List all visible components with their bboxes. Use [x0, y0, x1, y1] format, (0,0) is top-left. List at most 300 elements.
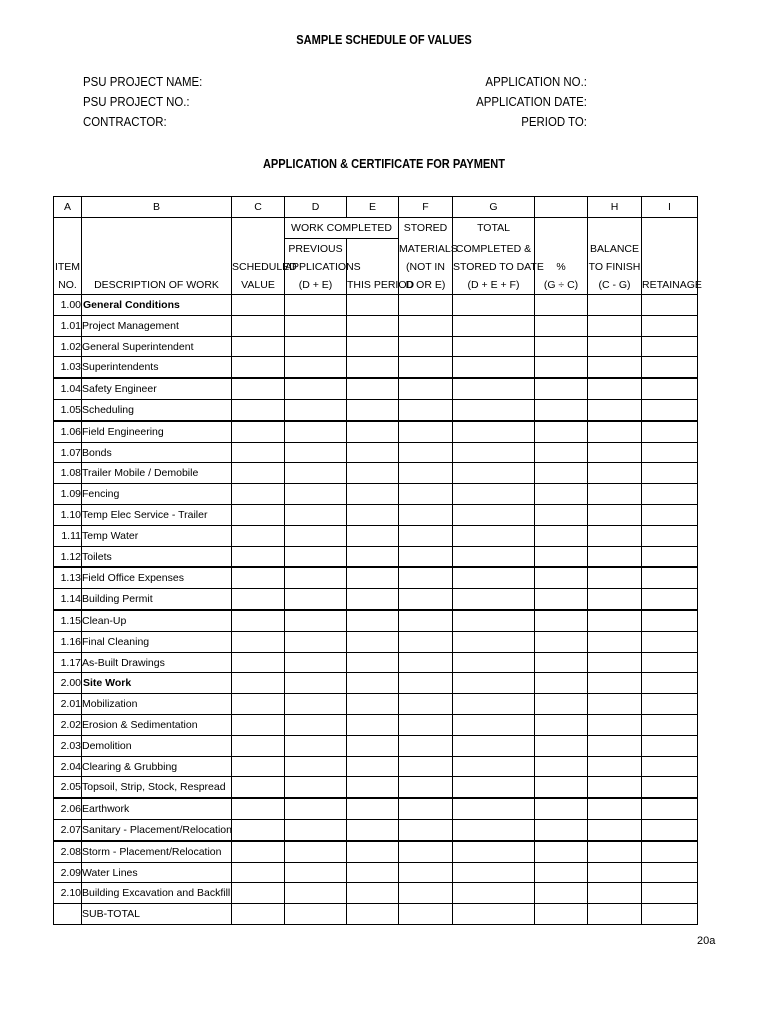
- value-cell[interactable]: [232, 798, 285, 819]
- value-cell[interactable]: [588, 820, 642, 841]
- value-cell[interactable]: [453, 883, 535, 904]
- value-cell[interactable]: [347, 756, 399, 777]
- subtotal-cell[interactable]: [232, 904, 285, 925]
- value-cell[interactable]: [535, 336, 588, 357]
- value-cell[interactable]: [588, 631, 642, 652]
- value-cell[interactable]: [453, 820, 535, 841]
- value-cell[interactable]: [453, 862, 535, 883]
- value-cell[interactable]: [535, 652, 588, 673]
- subtotal-cell[interactable]: [453, 904, 535, 925]
- value-cell[interactable]: [232, 589, 285, 610]
- value-cell[interactable]: [535, 841, 588, 862]
- table-row: [54, 652, 698, 673]
- value-cell[interactable]: [588, 715, 642, 736]
- value-cell[interactable]: [399, 525, 453, 546]
- value-cell[interactable]: [347, 567, 399, 588]
- value-cell[interactable]: [232, 883, 285, 904]
- value-cell[interactable]: [285, 694, 347, 715]
- value-cell[interactable]: [642, 756, 698, 777]
- value-cell[interactable]: [588, 378, 642, 399]
- value-cell[interactable]: [642, 820, 698, 841]
- value-cell[interactable]: [399, 336, 453, 357]
- value-cell[interactable]: [453, 567, 535, 588]
- value-cell[interactable]: [588, 336, 642, 357]
- value-cell[interactable]: [285, 484, 347, 505]
- value-cell[interactable]: [453, 631, 535, 652]
- value-cell[interactable]: [588, 841, 642, 862]
- scheduled-value-header: SCHEDULED VALUE: [232, 238, 285, 295]
- work-description: Bonds: [82, 442, 232, 463]
- value-cell[interactable]: [347, 777, 399, 798]
- value-cell[interactable]: [453, 546, 535, 567]
- subtotal-cell[interactable]: [535, 904, 588, 925]
- work-description: Scheduling: [82, 400, 232, 421]
- value-cell[interactable]: [399, 862, 453, 883]
- value-cell[interactable]: [285, 357, 347, 378]
- value-cell[interactable]: [232, 400, 285, 421]
- value-cell[interactable]: [535, 567, 588, 588]
- value-cell[interactable]: [535, 883, 588, 904]
- value-cell[interactable]: [642, 862, 698, 883]
- value-cell[interactable]: [347, 421, 399, 442]
- value-cell[interactable]: [588, 610, 642, 631]
- value-cell[interactable]: [399, 484, 453, 505]
- value-cell[interactable]: [232, 357, 285, 378]
- value-cell[interactable]: [642, 315, 698, 336]
- value-cell[interactable]: [347, 484, 399, 505]
- value-cell[interactable]: [535, 400, 588, 421]
- header-row-2: [54, 238, 698, 295]
- work-description: Demolition: [82, 735, 232, 756]
- value-cell[interactable]: [453, 315, 535, 336]
- table-row: [54, 610, 698, 631]
- value-cell[interactable]: [347, 357, 399, 378]
- col-letter: F: [399, 197, 453, 218]
- value-cell[interactable]: [642, 610, 698, 631]
- value-cell[interactable]: [285, 841, 347, 862]
- value-cell[interactable]: [399, 400, 453, 421]
- item-number: 2.07: [54, 820, 82, 841]
- value-cell[interactable]: [347, 610, 399, 631]
- value-cell[interactable]: [232, 336, 285, 357]
- value-cell[interactable]: [588, 295, 642, 316]
- value-cell[interactable]: [535, 357, 588, 378]
- value-cell[interactable]: [285, 589, 347, 610]
- value-cell[interactable]: [399, 610, 453, 631]
- value-cell[interactable]: [285, 505, 347, 526]
- form-subtitle: APPLICATION & CERTIFICATE FOR PAYMENT: [262, 156, 506, 171]
- value-cell[interactable]: [232, 546, 285, 567]
- table-row: [54, 631, 698, 652]
- value-cell[interactable]: [232, 862, 285, 883]
- value-cell[interactable]: [588, 756, 642, 777]
- value-cell[interactable]: [232, 841, 285, 862]
- value-cell[interactable]: [285, 546, 347, 567]
- value-cell[interactable]: [285, 735, 347, 756]
- value-cell[interactable]: [588, 315, 642, 336]
- value-cell[interactable]: [588, 862, 642, 883]
- value-cell[interactable]: [285, 652, 347, 673]
- section-title: Site Work: [82, 673, 232, 694]
- value-cell[interactable]: [588, 525, 642, 546]
- col-letter: C: [232, 197, 285, 218]
- col-letter: I: [642, 197, 698, 218]
- value-cell[interactable]: [588, 694, 642, 715]
- value-cell[interactable]: [347, 336, 399, 357]
- value-cell[interactable]: [535, 295, 588, 316]
- value-cell[interactable]: [232, 673, 285, 694]
- value-cell[interactable]: [453, 841, 535, 862]
- value-cell[interactable]: [232, 567, 285, 588]
- value-cell[interactable]: [232, 484, 285, 505]
- value-cell[interactable]: [232, 694, 285, 715]
- item-number: 2.09: [54, 862, 82, 883]
- value-cell[interactable]: [285, 883, 347, 904]
- value-cell[interactable]: [399, 715, 453, 736]
- value-cell[interactable]: [642, 567, 698, 588]
- value-cell[interactable]: [588, 421, 642, 442]
- value-cell[interactable]: [285, 400, 347, 421]
- work-description: Topsoil, Strip, Stock, Respread: [82, 777, 232, 798]
- value-cell[interactable]: [232, 610, 285, 631]
- value-cell[interactable]: [232, 421, 285, 442]
- table-row: [54, 442, 698, 463]
- value-cell[interactable]: [453, 336, 535, 357]
- value-cell[interactable]: [535, 378, 588, 399]
- value-cell[interactable]: [588, 589, 642, 610]
- value-cell[interactable]: [642, 357, 698, 378]
- value-cell[interactable]: [399, 652, 453, 673]
- value-cell[interactable]: [285, 862, 347, 883]
- item-number: 1.16: [54, 631, 82, 652]
- value-cell[interactable]: [453, 378, 535, 399]
- item-number: 2.08: [54, 841, 82, 862]
- value-cell[interactable]: [399, 421, 453, 442]
- value-cell[interactable]: [588, 567, 642, 588]
- value-cell[interactable]: [588, 652, 642, 673]
- value-cell[interactable]: [642, 463, 698, 484]
- value-cell[interactable]: [347, 673, 399, 694]
- value-cell[interactable]: [232, 442, 285, 463]
- value-cell[interactable]: [642, 546, 698, 567]
- value-cell[interactable]: [588, 463, 642, 484]
- value-cell[interactable]: [453, 442, 535, 463]
- value-cell[interactable]: [535, 862, 588, 883]
- value-cell[interactable]: [535, 631, 588, 652]
- value-cell[interactable]: [347, 883, 399, 904]
- value-cell[interactable]: [399, 777, 453, 798]
- value-cell[interactable]: [285, 421, 347, 442]
- value-cell[interactable]: [642, 715, 698, 736]
- item-number: 1.00: [54, 295, 82, 316]
- item-number: 2.10: [54, 883, 82, 904]
- value-cell[interactable]: [285, 610, 347, 631]
- page-number: 20a: [697, 935, 716, 947]
- header-row-1: [54, 217, 698, 238]
- value-cell[interactable]: [642, 378, 698, 399]
- value-cell[interactable]: [232, 505, 285, 526]
- subtotal-cell[interactable]: [588, 904, 642, 925]
- subtotal-cell[interactable]: [285, 904, 347, 925]
- value-cell[interactable]: [453, 484, 535, 505]
- value-cell[interactable]: [535, 820, 588, 841]
- value-cell[interactable]: [535, 421, 588, 442]
- value-cell[interactable]: [399, 735, 453, 756]
- value-cell[interactable]: [347, 631, 399, 652]
- value-cell[interactable]: [347, 715, 399, 736]
- value-cell[interactable]: [347, 400, 399, 421]
- value-cell[interactable]: [399, 841, 453, 862]
- value-cell[interactable]: [453, 400, 535, 421]
- value-cell[interactable]: [285, 777, 347, 798]
- value-cell[interactable]: [399, 820, 453, 841]
- value-cell[interactable]: [588, 400, 642, 421]
- value-cell[interactable]: [347, 694, 399, 715]
- value-cell[interactable]: [399, 883, 453, 904]
- value-cell[interactable]: [232, 756, 285, 777]
- value-cell[interactable]: [453, 673, 535, 694]
- col-letter: [535, 197, 588, 218]
- application-no-label: APPLICATION NO.:: [485, 74, 587, 89]
- item-number: 1.02: [54, 336, 82, 357]
- value-cell[interactable]: [232, 715, 285, 736]
- work-description: Temp Elec Service - Trailer: [82, 505, 232, 526]
- value-cell[interactable]: [347, 546, 399, 567]
- value-cell[interactable]: [535, 673, 588, 694]
- value-cell[interactable]: [399, 315, 453, 336]
- work-description: Storm - Placement/Relocation: [82, 841, 232, 862]
- table-row: [54, 378, 698, 399]
- value-cell[interactable]: [642, 525, 698, 546]
- value-cell[interactable]: [285, 798, 347, 819]
- value-cell[interactable]: [453, 525, 535, 546]
- value-cell[interactable]: [347, 315, 399, 336]
- value-cell[interactable]: [453, 505, 535, 526]
- subtotal-cell[interactable]: [347, 904, 399, 925]
- value-cell[interactable]: [453, 694, 535, 715]
- value-cell[interactable]: [588, 484, 642, 505]
- value-cell[interactable]: [588, 777, 642, 798]
- value-cell[interactable]: [642, 777, 698, 798]
- value-cell[interactable]: [399, 798, 453, 819]
- value-cell[interactable]: [642, 735, 698, 756]
- value-cell[interactable]: [453, 421, 535, 442]
- subtotal-label: SUB-TOTAL: [82, 904, 232, 925]
- value-cell[interactable]: [399, 631, 453, 652]
- value-cell[interactable]: [453, 295, 535, 316]
- value-cell[interactable]: [453, 715, 535, 736]
- value-cell[interactable]: [535, 798, 588, 819]
- value-cell[interactable]: [285, 336, 347, 357]
- value-cell[interactable]: [285, 315, 347, 336]
- project-name-label: PSU PROJECT NAME:: [83, 74, 203, 89]
- value-cell[interactable]: [453, 610, 535, 631]
- value-cell[interactable]: [399, 694, 453, 715]
- value-cell[interactable]: [285, 525, 347, 546]
- value-cell[interactable]: [642, 589, 698, 610]
- work-description: Final Cleaning: [82, 631, 232, 652]
- contractor-label: CONTRACTOR:: [83, 114, 167, 129]
- value-cell[interactable]: [642, 505, 698, 526]
- value-cell[interactable]: [535, 715, 588, 736]
- value-cell[interactable]: [453, 589, 535, 610]
- value-cell[interactable]: [535, 694, 588, 715]
- item-number: 1.10: [54, 505, 82, 526]
- value-cell[interactable]: [232, 777, 285, 798]
- value-cell[interactable]: [285, 820, 347, 841]
- value-cell[interactable]: [642, 841, 698, 862]
- value-cell[interactable]: [399, 463, 453, 484]
- value-cell[interactable]: [642, 295, 698, 316]
- item-number: 1.15: [54, 610, 82, 631]
- schedule-of-values-table: [53, 196, 702, 925]
- period-to-label: PERIOD TO:: [521, 114, 587, 129]
- value-cell[interactable]: [588, 442, 642, 463]
- value-cell[interactable]: [588, 798, 642, 819]
- value-cell[interactable]: [535, 756, 588, 777]
- value-cell[interactable]: [588, 357, 642, 378]
- description-header: DESCRIPTION OF WORK: [82, 238, 232, 295]
- value-cell[interactable]: [232, 463, 285, 484]
- work-description: Water Lines: [82, 862, 232, 883]
- value-cell[interactable]: [232, 631, 285, 652]
- value-cell[interactable]: [535, 505, 588, 526]
- value-cell[interactable]: [232, 378, 285, 399]
- value-cell[interactable]: [347, 589, 399, 610]
- value-cell[interactable]: [588, 505, 642, 526]
- value-cell[interactable]: [642, 400, 698, 421]
- value-cell[interactable]: [285, 463, 347, 484]
- value-cell[interactable]: [535, 442, 588, 463]
- work-description: Clearing & Grubbing: [82, 756, 232, 777]
- work-description: Trailer Mobile / Demobile: [82, 463, 232, 484]
- col-letter: D: [285, 197, 347, 218]
- value-cell[interactable]: [588, 673, 642, 694]
- value-cell[interactable]: [285, 631, 347, 652]
- value-cell[interactable]: [347, 295, 399, 316]
- value-cell[interactable]: [535, 610, 588, 631]
- value-cell[interactable]: [642, 484, 698, 505]
- value-cell[interactable]: [232, 525, 285, 546]
- item-number: 1.01: [54, 315, 82, 336]
- value-cell[interactable]: [535, 525, 588, 546]
- total-header: TOTAL: [453, 217, 535, 238]
- value-cell[interactable]: [588, 546, 642, 567]
- value-cell[interactable]: [453, 463, 535, 484]
- value-cell[interactable]: [453, 735, 535, 756]
- value-cell[interactable]: [347, 735, 399, 756]
- value-cell[interactable]: [453, 357, 535, 378]
- table-row: [54, 400, 698, 421]
- value-cell[interactable]: [535, 735, 588, 756]
- section-row: [54, 295, 698, 316]
- subtotal-cell[interactable]: [399, 904, 453, 925]
- section-title: General Conditions: [82, 295, 232, 316]
- table-row: [54, 357, 698, 378]
- value-cell[interactable]: [453, 652, 535, 673]
- value-cell[interactable]: [453, 798, 535, 819]
- item-number: 1.03: [54, 357, 82, 378]
- value-cell[interactable]: [588, 735, 642, 756]
- value-cell[interactable]: [453, 777, 535, 798]
- value-cell[interactable]: [232, 295, 285, 316]
- previous-applications-header: PREVIOUS APPLICATIONS (D + E): [285, 238, 347, 295]
- value-cell[interactable]: [642, 883, 698, 904]
- value-cell[interactable]: [347, 820, 399, 841]
- value-cell[interactable]: [347, 862, 399, 883]
- value-cell[interactable]: [535, 546, 588, 567]
- value-cell[interactable]: [399, 756, 453, 777]
- value-cell[interactable]: [642, 336, 698, 357]
- table-row: [54, 862, 698, 883]
- value-cell[interactable]: [642, 442, 698, 463]
- value-cell[interactable]: [347, 505, 399, 526]
- value-cell[interactable]: [347, 798, 399, 819]
- value-cell[interactable]: [535, 777, 588, 798]
- value-cell[interactable]: [535, 589, 588, 610]
- value-cell[interactable]: [535, 463, 588, 484]
- table-row: [54, 525, 698, 546]
- work-description: Building Excavation and Backfill: [82, 883, 232, 904]
- value-cell[interactable]: [347, 841, 399, 862]
- value-cell[interactable]: [535, 315, 588, 336]
- value-cell[interactable]: [285, 378, 347, 399]
- value-cell[interactable]: [399, 357, 453, 378]
- value-cell[interactable]: [642, 631, 698, 652]
- value-cell[interactable]: [347, 652, 399, 673]
- value-cell[interactable]: [285, 756, 347, 777]
- value-cell[interactable]: [347, 463, 399, 484]
- value-cell[interactable]: [285, 567, 347, 588]
- value-cell[interactable]: [347, 525, 399, 546]
- subtotal-row: [54, 904, 698, 925]
- table-row: [54, 798, 698, 819]
- value-cell[interactable]: [399, 673, 453, 694]
- value-cell[interactable]: [453, 756, 535, 777]
- value-cell[interactable]: [535, 484, 588, 505]
- value-cell[interactable]: [642, 798, 698, 819]
- value-cell[interactable]: [285, 442, 347, 463]
- value-cell[interactable]: [399, 505, 453, 526]
- value-cell[interactable]: [399, 567, 453, 588]
- value-cell[interactable]: [232, 652, 285, 673]
- value-cell[interactable]: [642, 421, 698, 442]
- value-cell[interactable]: [347, 378, 399, 399]
- value-cell[interactable]: [232, 735, 285, 756]
- value-cell[interactable]: [588, 883, 642, 904]
- value-cell[interactable]: [642, 673, 698, 694]
- value-cell[interactable]: [285, 673, 347, 694]
- value-cell[interactable]: [642, 694, 698, 715]
- value-cell[interactable]: [285, 715, 347, 736]
- table-row: [54, 505, 698, 526]
- value-cell[interactable]: [399, 378, 453, 399]
- value-cell[interactable]: [232, 315, 285, 336]
- value-cell[interactable]: [642, 652, 698, 673]
- column-letter-row: [54, 197, 698, 218]
- value-cell[interactable]: [399, 295, 453, 316]
- value-cell[interactable]: [347, 442, 399, 463]
- item-no-header: ITEM NO.: [54, 238, 82, 295]
- value-cell[interactable]: [232, 820, 285, 841]
- item-number: 1.07: [54, 442, 82, 463]
- subtotal-cell[interactable]: [642, 904, 698, 925]
- item-number: 2.04: [54, 756, 82, 777]
- value-cell[interactable]: [399, 589, 453, 610]
- value-cell[interactable]: [285, 295, 347, 316]
- value-cell[interactable]: [399, 546, 453, 567]
- value-cell[interactable]: [399, 442, 453, 463]
